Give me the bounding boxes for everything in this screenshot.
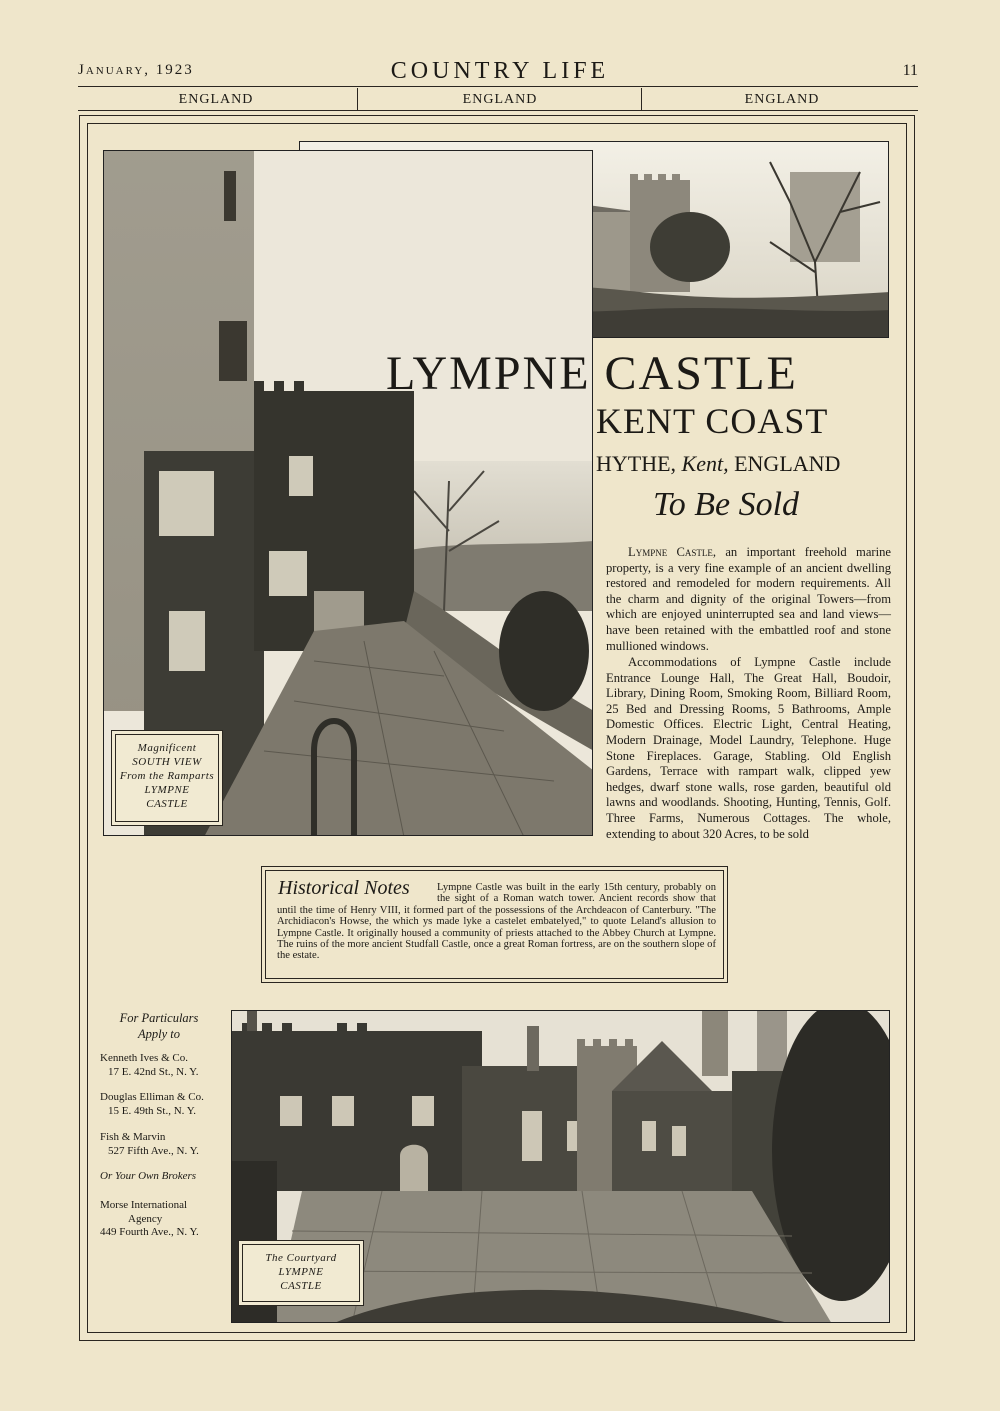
particulars-heading-line: Apply to (137, 1027, 180, 1041)
accommodations-text: Accommodations of Lympne Castle include Entrance Lounge Hall, The Great Hall, Boudoir, Library, Dining Room, Smoking Room, Billiard Room, 25 Bed and Dressing Rooms, 5 Bathrooms, Ample Domestic Offices. Electric Light, Central Heating, Modern Drainage, Model Laundry, Telephone. Huge Stone Fireplaces. Garage, Stabling. Old English Gardens, Terrace with rampart walk, clipped yew hedges, dwarf stone walls, rose garden, beautiful old lawns and woodlands. Shooting, Hunting, Tennis, Golf. Three Farms, Numerous Cottages. The whole, extending to about 320 Acres, to be sold (606, 655, 891, 841)
accommodations-paragraph (606, 655, 891, 842)
location-county: Kent, (681, 451, 729, 476)
region-label: ENGLAND (744, 92, 820, 107)
caption-line: From the Ramparts (119, 770, 215, 782)
region-divider (641, 88, 642, 110)
region-divider (357, 88, 358, 110)
region-label: ENGLAND (178, 92, 254, 107)
page-number: 11 (902, 62, 918, 79)
location-line (596, 451, 896, 477)
agent-listing (100, 1131, 230, 1158)
agency-name-line2: Agency (128, 1212, 163, 1225)
particulars-heading (100, 1010, 218, 1042)
caption-line: Magnificent (137, 742, 197, 754)
agent-name: Douglas Elliman & Co. (100, 1091, 204, 1103)
caption-line: SOUTH VIEW (132, 756, 202, 768)
caption-line: LYMPNE (278, 1266, 324, 1278)
magazine-title: COUNTRY LIFE (390, 58, 610, 84)
agency-listing (100, 1199, 230, 1240)
historical-notes-body: Lympne Castle was built in the early 15th century, probably on the sight of a Roman watch tower. Ancient records show that until the time of Henry VIII, it formed part of the possessions of the Archdeacon of Canterbury. "The Archidiacon's Howse, the which ys made lyke a castelet embatelyed," to quote Leland's allusion to Lympne Castle. It originally housed a community of priests attached to the Abbey Church at Lympne. The ruins of the more ancient Studfall Castle, once a great Roman fortress, are on the southern slope of the estate. (277, 882, 716, 962)
historical-notes-text (277, 882, 716, 962)
ad-subheadline: KENT COAST (596, 401, 829, 441)
header-rule-top (78, 86, 918, 87)
caption-line: The Courtyard (265, 1252, 337, 1264)
caption-line: LYMPNE (144, 784, 190, 796)
particulars-heading-line: For Particulars (119, 1011, 199, 1025)
agency-address: 449 Fourth Ave., N. Y. (100, 1226, 199, 1238)
ad-headline: LYMPNE CASTLE (386, 347, 798, 400)
description-text: , an important freehold marine property, is a very fine example of an ancient dwelling restored and remodeled for modern requirements. All the charm and dignity of the original Towers—from which are enjoyed uninterrupted sea and land views—have been retained with the embattled roof and stone mullioned windows. (606, 545, 891, 653)
rampart-view-caption (111, 730, 223, 826)
sale-notice: To Be Sold (652, 486, 800, 523)
header-rule-bottom (78, 110, 918, 111)
location-country: ENGLAND (728, 451, 841, 476)
brokers-note: Or Your Own Brokers (100, 1170, 197, 1182)
caption-line: CASTLE (280, 1280, 322, 1292)
agent-address: 527 Fifth Ave., N. Y. (108, 1144, 199, 1157)
agent-address: 15 E. 49th St., N. Y. (108, 1104, 197, 1117)
issue-date: January, 1923 (78, 62, 194, 78)
caption-line: CASTLE (146, 798, 188, 810)
agent-name: Kenneth Ives & Co. (100, 1052, 188, 1064)
agent-address: 17 E. 42nd St., N. Y. (108, 1065, 199, 1078)
courtyard-caption (238, 1240, 364, 1306)
agent-listing (100, 1091, 230, 1118)
description-lead: Lympne Castle (628, 545, 713, 559)
historical-notes-title: Historical Notes (278, 877, 410, 899)
description-paragraph (606, 545, 891, 654)
agent-name: Fish & Marvin (100, 1131, 166, 1143)
location-town: HYTHE, (596, 451, 682, 476)
agency-name: Morse International (100, 1199, 188, 1211)
region-label: ENGLAND (462, 92, 538, 107)
agent-listing (100, 1052, 230, 1079)
